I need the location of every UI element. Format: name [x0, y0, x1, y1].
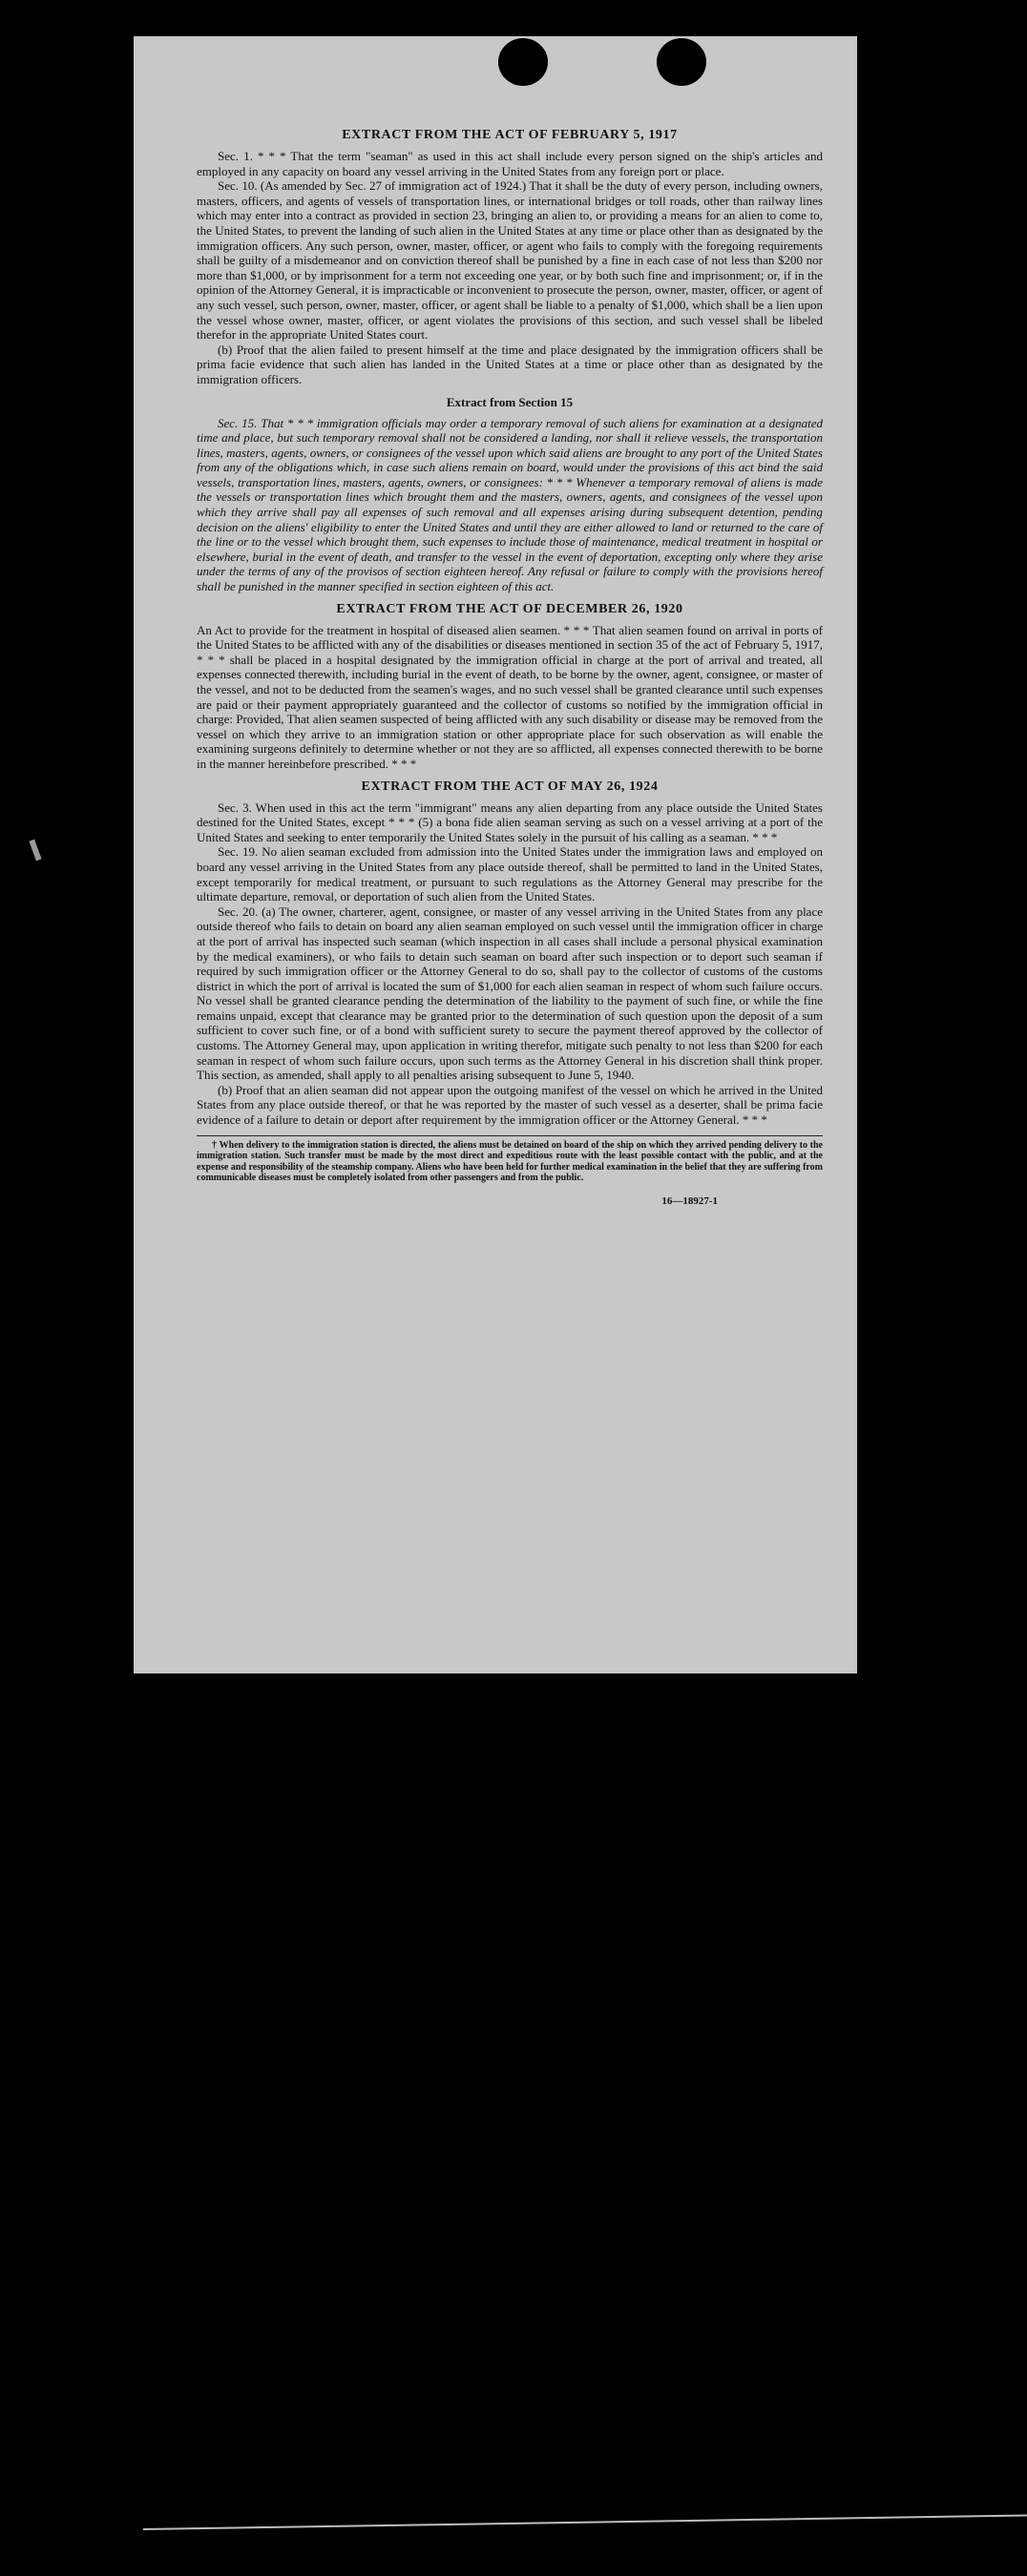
document-page: [134, 36, 857, 1673]
punch-hole-right: [657, 38, 706, 86]
section-heading-feb-1917: EXTRACT FROM THE ACT OF FEBRUARY 5, 1917: [342, 128, 678, 142]
paragraph-sec-20-b: (b) Proof that an alien seaman did not appear upon the outgoing manifest of the vessel on which he arrived in the United States from any place outside thereof, or that he was reported by the master of such vessel as a deserter, shall be prima facie evidence of a failure to detain or deport after requirement by the immigration officer or the Attorney General. * * *: [197, 1082, 823, 1128]
paragraph-sec-10: Sec. 10. (As amended by Sec. 27 of immigration act of 1924.) That it shall be the duty of every person, including owners, masters, officers, and agents of vessels of transportation lines, or international bridges or toll roads, other than railway lines which may enter into a contract as provided in section 23, bringing an alien to, or providing a means for an alien to come to, the United States, to prevent the landing of such alien in the United States at any time or place other than as designated by the immigration officers. Any such person, owner, master, officer, or agent who fails to comply with the foregoing requirements shall be guilty of a misdemeanor and on conviction thereof shall be punished by a fine in each case of not less than $200 nor more than $1,000, or by imprisonment for a term not exceeding one year, or by both such fine and imprisonment; or, if in the opinion of the Attorney General, it is impracticable or inconvenient to prosecute the person, owner, master, officer, or agent of any such vessel, such person, owner, master, officer, or agent shall be liable to a penalty of $1,000, which shall be a lien upon the vessel whose owner, master, officer, or agent violates the provisions of this section, and such vessel shall be libeled therefor in the appropriate United States court.: [197, 178, 823, 343]
punch-hole-left: [498, 38, 548, 86]
paragraph-act-dec-1920: An Act to provide for the treatment in hospital of diseased alien seamen. * * * That alien seamen found on arrival in ports of the United States to be afflicted with any of the disabilities or diseases mentioned in section 35 of the act of February 5, 1917, * * * shall be placed in a hospital designated by the immigration official in charge at the port of arrival and treated, all expenses connected therewith, including burial in the event of death, to be borne by the owner, agent, consignee, or master of the vessel, and not to be deducted from the seamen's wages, and no such vessel shall be granted clearance until such expenses are paid or their payment appropriately guaranteed and the collector of customs so notified by the immigration official in charge: Provided, That alien seamen suspected of being afflicted with any such disability or disease may be removed from the vessel on which they arrive to an immigration station or other appropriate place for such observation as will enable the examining surgeons definitely to determine whether or not they are so afflicted, all expenses connected therewith to be borne in the manner hereinbefore prescribed. * * *: [197, 622, 823, 771]
section-heading-dec-1920: EXTRACT FROM THE ACT OF DECEMBER 26, 1920: [336, 601, 683, 616]
section-heading-section-15: Extract from Section 15: [446, 394, 574, 409]
scan-artifact-mark: [29, 840, 41, 862]
footnote: † When delivery to the immigration station is directed, the aliens must be detained on board of the ship on which they arrived pending delivery to the immigration station. Such transfer must be made by the most direct and expeditious route with the least possible contact with the public, and at the expense and responsibility of the steamship company. Aliens who have been held for further medical examination in the belief that they are suffering from communicable diseases must be completely isolated from other passengers and from the public.: [197, 1139, 823, 1184]
section-heading-may-1924: EXTRACT FROM THE ACT OF MAY 26, 1924: [361, 779, 659, 794]
footnote-divider: [197, 1135, 823, 1136]
paragraph-sec-15: Sec. 15. That * * * immigration officials may order a temporary removal of such aliens for examination at a designated time and place, but such temporary removal shall not be considered a landing, nor shall it relieve vessels, the transportation lines, masters, agents, owners, or consignees of the vessel upon which said aliens are brought to any port of the United States from any of the obligations which, in case such aliens remain on board, would under the provisions of this act bind the said vessels, transportation lines, masters, agents, owners, or consignees: * * * Whenever a temporary removal of aliens is made the vessels or transportation lines which brought them and the masters, owners, agents, and consignees of the vessel upon which they arrive shall pay all expenses of such removal and all expenses arising during subsequent detention, pending decision on the aliens' eligibility to enter the United States and until they are either allowed to land or returned to the care of the line or to the vessel which brought them, such expenses to include those of maintenance, medical treatment in hospital or elsewhere, burial in the event of death, and transfer to the vessel in the event of deportation, excepting only where they arise under the terms of any of the provisos of section eighteen hereof. Any refusal or failure to comply with the provisions hereof shall be punished in the manner specified in section eighteen of this act.: [197, 415, 823, 594]
paragraph-sec-10-b: (b) Proof that the alien failed to present himself at the time and place designated by the immigration officers shall be prima facie evidence that such alien has landed in the United States at a time or place other than as designated by the immigration officers.: [197, 342, 823, 386]
paragraph-sec-20-a: Sec. 20. (a) The owner, charterer, agent, consignee, or master of any vessel arriving in the United States from any place outside thereof who fails to detain on board any alien seaman employed on such vessel until the immigration officer in charge at the port of arrival has inspected such seaman (which inspection in all cases shall include a personal physical examination by the medical examiners), or who fails to detain such seaman on board after such inspection or to deport such seaman if required by such immigration officer or the Attorney General to do so, shall pay to the collector of customs of the customs district in which the port of arrival is located the sum of $1,000 for each alien seaman in respect of whom such failure occurs. No vessel shall be granted clearance pending the determination of the liability to the payment of such fine, or while the fine remains unpaid, except that clearance may be granted prior to the determination of such question upon the deposit of a sum sufficient to cover such fine, or of a bond with sufficient surety to secure the payment thereof approved by the collector of customs. The Attorney General may, upon application in writing therefor, mitigate such penalty to not less than $200 for each seaman in respect of whom such failure occurs, upon such terms as the Attorney General in his discretion shall think proper. This section, as amended, shall apply to all penalties arising subsequent to June 5, 1940.: [197, 904, 823, 1083]
paragraph-sec-19: Sec. 19. No alien seaman excluded from admission into the United States under the immigration laws and employed on board any vessel arriving in the United States from any place outside thereof, shall be permitted to land in the United States, except temporarily for medical treatment, or pursuant to such regulations as the Attorney General may prescribe for the ultimate departure, removal, or deportation of such alien from the United States.: [197, 844, 823, 904]
form-number: 16—18927-1: [661, 1195, 718, 1207]
scan-artifact-line: [143, 2514, 1027, 2530]
paragraph-sec-1: Sec. 1. * * * That the term "seaman" as used in this act shall include every person signed on the ship's articles and employed in any capacity on board any vessel arriving in the United States from any foreign port or place.: [197, 149, 823, 178]
paragraph-sec-3: Sec. 3. When used in this act the term "immigrant" means any alien departing from any place outside the United States destined for the United States, except * * * (5) a bona fide alien seaman serving as such on a vessel arriving at a port of the United States and seeking to enter temporarily the United States solely in the pursuit of his calling as a seaman. * * *: [197, 800, 823, 844]
